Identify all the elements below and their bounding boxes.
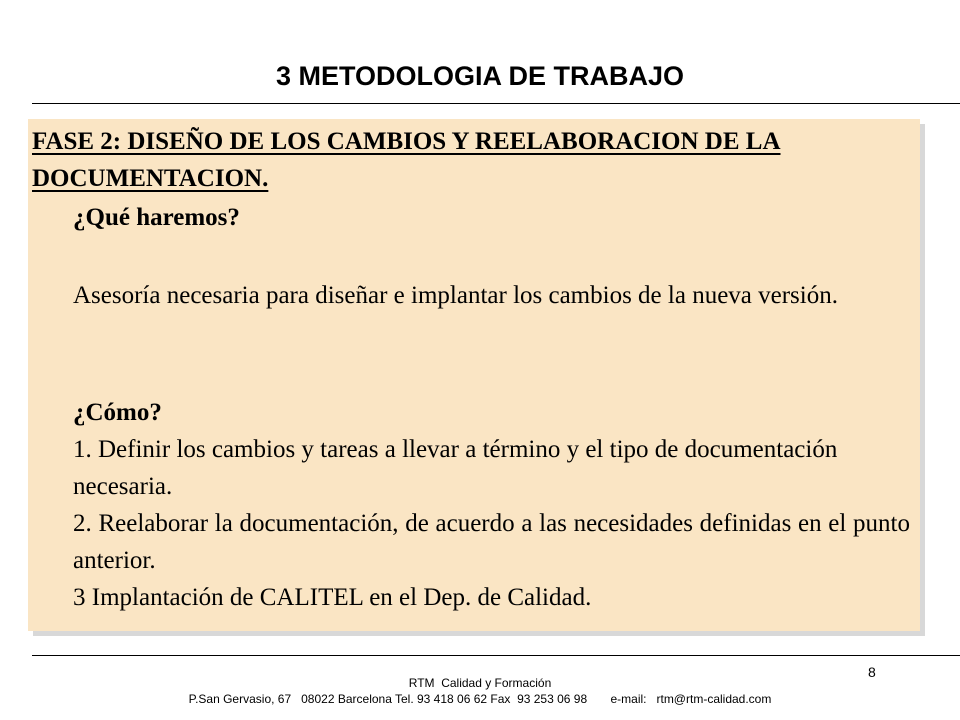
answer-what: Asesoría necesaria para diseñar e implantar los cambios de la nueva versión. xyxy=(73,282,838,309)
top-divider xyxy=(32,103,960,104)
step-item: 2. Reelaborar la documentación, de acuerdo a las necesidades definidas en el punto anterior. xyxy=(73,510,910,574)
slide-title: 3 METODOLOGIA DE TRABAJO xyxy=(275,61,685,91)
question-how: ¿Cómo? xyxy=(73,399,162,426)
step-item: 3 Implantación de CALITEL en el Dep. de Calidad. xyxy=(73,584,592,611)
page-number: 8 xyxy=(868,664,876,680)
phase-heading: FASE 2: DISEÑO DE LOS CAMBIOS Y REELABORACION DE LA DOCUMENTACION. xyxy=(32,128,781,192)
content-box xyxy=(28,119,920,631)
footer-company: RTM Calidad y Formación xyxy=(408,676,552,690)
step-item: 1. Definir los cambios y tareas a llevar a término y el tipo de documentación necesaria. xyxy=(73,436,838,500)
footer-contact: P.San Gervasio, 67 08022 Barcelona Tel. 93 418 06 62 Fax 93 253 06 98 e-mail: rtm@rtm-calidad.com xyxy=(188,692,772,706)
question-what: ¿Qué haremos? xyxy=(73,204,240,231)
bottom-divider xyxy=(32,655,960,656)
